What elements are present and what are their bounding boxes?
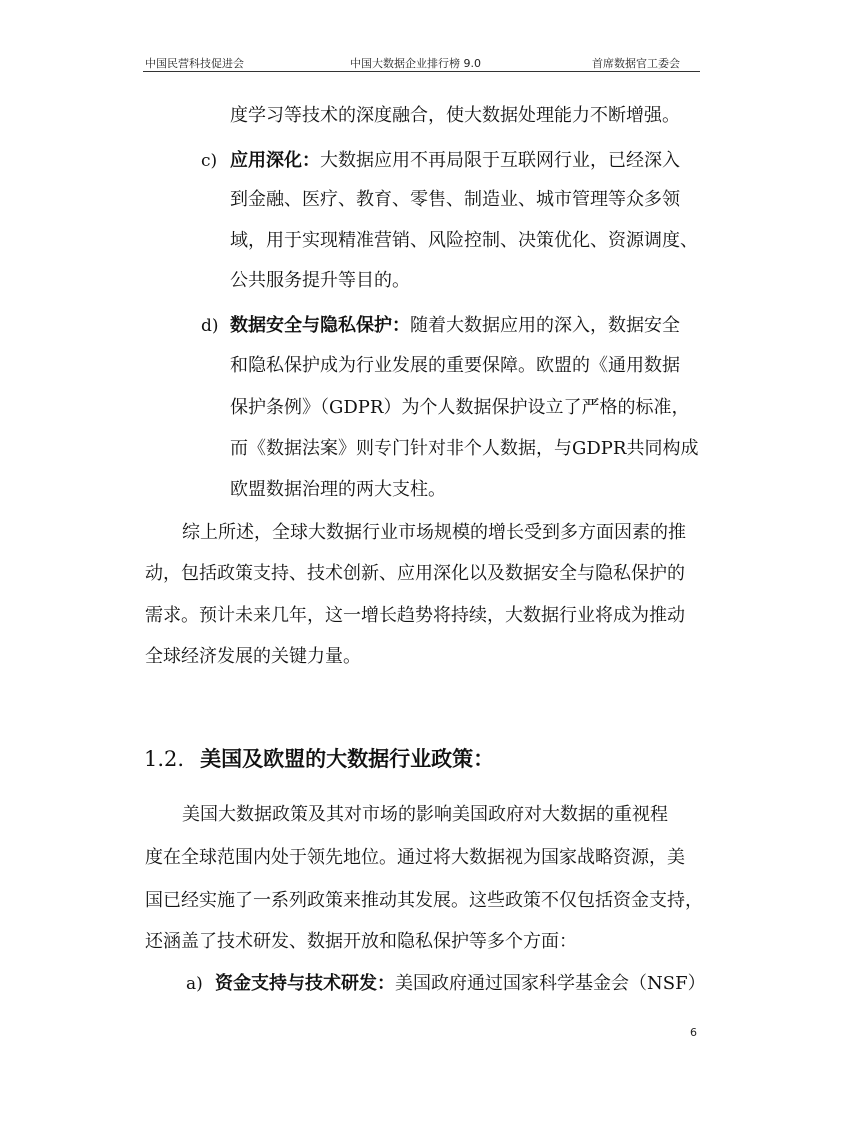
item-c-line [230, 149, 680, 173]
item-a-line [215, 972, 706, 996]
item-d-text: 随着大数据应用的深入，数据安全 [410, 315, 680, 336]
item-c-line: 到金融、医疗、教育、零售、制造业、城市管理等众多领 [230, 189, 680, 210]
item-d-title: 数据安全与隐私保护： [230, 315, 410, 336]
item-a-title: 资金支持与技术研发： [215, 973, 395, 994]
header-left: 中国民营科技促进会 [145, 57, 244, 70]
header-right: 首席数据官工委会 [592, 57, 680, 70]
intro-line: 国已经实施了一系列政策来推动其发展。这些政策不仅包括资金支持， [145, 890, 703, 911]
page-number: 6 [690, 1026, 697, 1039]
section-title: 美国及欧盟的大数据行业政策： [200, 746, 495, 771]
section-heading [144, 744, 494, 774]
summary-line: 全球经济发展的关键力量。 [145, 646, 361, 667]
item-d-line: 和隐私保护成为行业发展的重要保障。欧盟的《通用数据 [230, 355, 680, 376]
item-d-line: 欧盟数据治理的两大支柱。 [230, 479, 446, 500]
item-c-line: 公共服务提升等目的。 [230, 270, 410, 291]
intro-line: 还涵盖了技术研发、数据开放和隐私保护等多个方面： [145, 931, 577, 952]
item-d-line [230, 314, 680, 338]
item-c-line: 域，用于实现精准营销、风险控制、决策优化、资源调度、 [230, 230, 698, 251]
header-center: 中国大数据企业排行榜 9.0 [350, 57, 481, 70]
item-a-marker: a) [186, 974, 203, 994]
summary-line: 综上所述，全球大数据行业市场规模的增长受到多方面因素的推 [182, 522, 686, 543]
item-b-tail: 度学习等技术的深度融合，使大数据处理能力不断增强。 [230, 105, 680, 126]
item-c-marker: c) [201, 151, 218, 171]
item-d-marker: d) [201, 316, 219, 336]
summary-line: 需求。预计未来几年，这一增长趋势将持续，大数据行业将成为推动 [145, 605, 685, 626]
item-d-line: 保护条例》（GDPR）为个人数据保护设立了严格的标准， [230, 397, 690, 418]
intro-line: 美国大数据政策及其对市场的影响美国政府对大数据的重视程 [182, 804, 668, 825]
item-a-text: 美国政府通过国家科学基金会（NSF） [395, 973, 706, 994]
item-c-text: 大数据应用不再局限于互联网行业，已经深入 [320, 150, 680, 171]
header-rule [143, 71, 700, 72]
intro-line: 度在全球范围内处于领先地位。通过将大数据视为国家战略资源，美 [145, 847, 685, 868]
item-d-line: 而《数据法案》则专门针对非个人数据，与GDPR共同构成 [230, 438, 699, 459]
summary-line: 动，包括政策支持、技术创新、应用深化以及数据安全与隐私保护的 [145, 563, 685, 584]
item-c-title: 应用深化： [230, 150, 320, 171]
section-number: 1.2. [144, 747, 185, 771]
